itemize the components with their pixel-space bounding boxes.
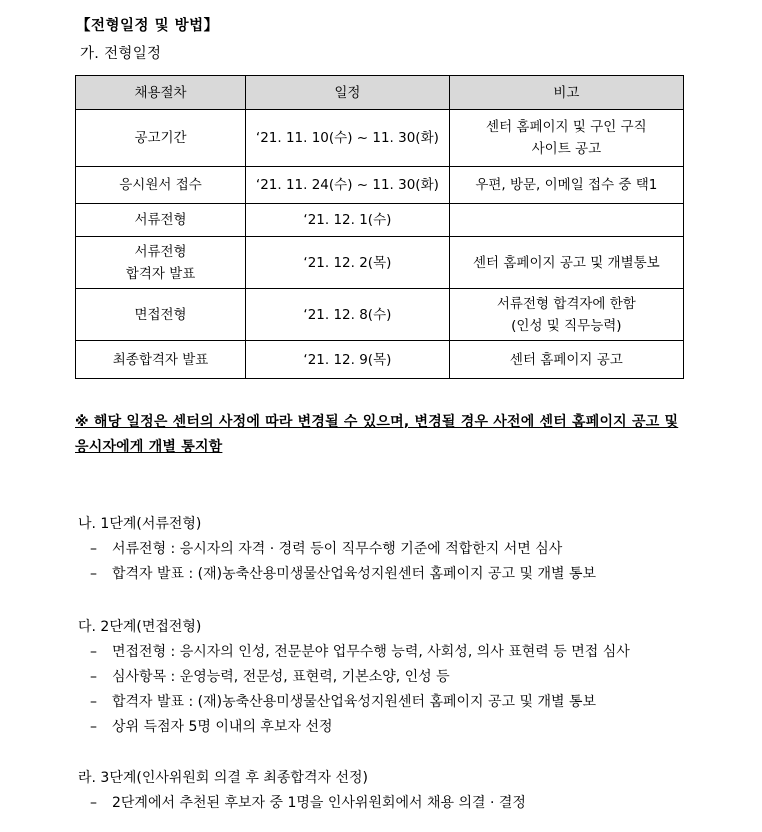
cell-line: ‘21. 11. 10(수) ~ 11. 30(화) [255, 130, 439, 146]
list-item-text: 합격자 발표 : (재)농축산용미생물산업육성지원센터 홈페이지 공고 및 개별 통보 [112, 566, 597, 582]
section-title: 나. 1단계(서류전형) [78, 516, 202, 532]
cell-line: ‘21. 12. 1(수) [303, 212, 392, 228]
column-header-date: 일정 [246, 76, 450, 110]
cell-line: 응시원서 접수 [119, 177, 202, 193]
dash-bullet: – [90, 541, 97, 557]
cell-note [449, 341, 683, 379]
process-section [78, 615, 630, 740]
cell-line: 우편, 방문, 이메일 접수 중 택1 [475, 177, 658, 193]
cell-line: 최종합격자 발표 [112, 351, 209, 368]
dash-bullet: – [90, 795, 97, 811]
list-item [78, 665, 630, 690]
cell-step [76, 167, 246, 204]
section-title: 다. 2단계(면접전형) [78, 619, 202, 635]
cell-date [246, 204, 450, 237]
table-row [76, 289, 684, 341]
cell-note [449, 289, 683, 341]
cell-step [76, 289, 246, 341]
list-item-text: 합격자 발표 : (재)농축산용미생물산업육성지원센터 홈페이지 공고 및 개별 통보 [112, 694, 597, 710]
list-item [78, 791, 526, 816]
table-row [76, 237, 684, 289]
cell-step [76, 341, 246, 379]
cell-line: 면접전형 [134, 306, 187, 323]
list-item-text: 서류전형 : 응시자의 자격 · 경력 등이 직무수행 기준에 적합한지 서면 심사 [112, 541, 563, 557]
cell-date [246, 110, 450, 167]
schedule-table-body [76, 110, 684, 379]
dash-bullet: – [90, 669, 97, 685]
cell-line: 서류전형 [134, 243, 187, 260]
list-item-text: 면접전형 : 응시자의 인성, 전문분야 업무수행 능력, 사회성, 의사 표현력 등 면접 심사 [112, 644, 630, 660]
table-row [76, 110, 684, 167]
cell-line: ‘21. 11. 24(수) ~ 11. 30(화) [255, 177, 439, 193]
cell-note [449, 204, 683, 237]
dash-bullet: – [90, 566, 97, 582]
cell-line: ‘21. 12. 2(목) [303, 254, 392, 271]
cell-line: 공고기간 [134, 130, 187, 146]
dash-bullet: – [90, 694, 97, 710]
cell-line: ‘21. 12. 9(목) [303, 351, 392, 368]
column-header-note: 비고 [449, 76, 683, 110]
cell-step [76, 204, 246, 237]
page-heading: 【전형일정 및 방법】 [76, 18, 219, 34]
cell-line: (인성 및 직무능력) [511, 317, 622, 334]
section-title: 라. 3단계(인사위원회 의결 후 최종합격자 선정) [78, 770, 368, 786]
cell-step [76, 110, 246, 167]
schedule-table [75, 75, 684, 379]
schedule-change-notice: ※ 해당 일정은 센터의 사정에 따라 변경될 수 있으며, 변경될 경우 사전에 센터 홈페이지 공고 및 응시자에게 개별 통지함 [75, 414, 679, 455]
list-item [78, 690, 630, 715]
table-row [76, 204, 684, 237]
dash-bullet: – [90, 644, 97, 660]
cell-line: 센터 홈페이지 공고 [509, 351, 623, 368]
cell-date [246, 237, 450, 289]
cell-line: 서류전형 합격자에 한함 [496, 295, 636, 312]
list-item [78, 715, 630, 740]
table-row [76, 167, 684, 204]
cell-step [76, 237, 246, 289]
table-header-row [76, 76, 684, 110]
cell-date [246, 167, 450, 204]
process-section [78, 766, 526, 816]
list-item [78, 562, 596, 587]
process-section [78, 512, 596, 587]
cell-note [449, 237, 683, 289]
cell-line: 서류전형 [134, 212, 187, 228]
schedule-subheading: 가. 전형일정 [80, 46, 162, 62]
cell-note [449, 110, 683, 167]
cell-note [449, 167, 683, 204]
cell-line: ‘21. 12. 8(수) [303, 306, 392, 323]
cell-date [246, 289, 450, 341]
dash-bullet: – [90, 719, 97, 735]
cell-line: 사이트 공고 [531, 141, 602, 157]
cell-line: 합격자 발표 [125, 265, 196, 282]
cell-line: 센터 홈페이지 공고 및 개별통보 [473, 254, 660, 271]
list-item-text: 2단계에서 추천된 후보자 중 1명을 인사위원회에서 채용 의결 · 결정 [112, 795, 526, 811]
cell-date [246, 341, 450, 379]
cell-line: 센터 홈페이지 및 구인 구직 [486, 119, 647, 135]
list-item-text: 심사항목 : 운영능력, 전문성, 표현력, 기본소양, 인성 등 [112, 669, 450, 685]
list-item [78, 537, 596, 562]
list-item [78, 640, 630, 665]
table-row [76, 341, 684, 379]
column-header-step: 채용절차 [76, 76, 246, 110]
list-item-text: 상위 득점자 5명 이내의 후보자 선정 [112, 719, 333, 735]
